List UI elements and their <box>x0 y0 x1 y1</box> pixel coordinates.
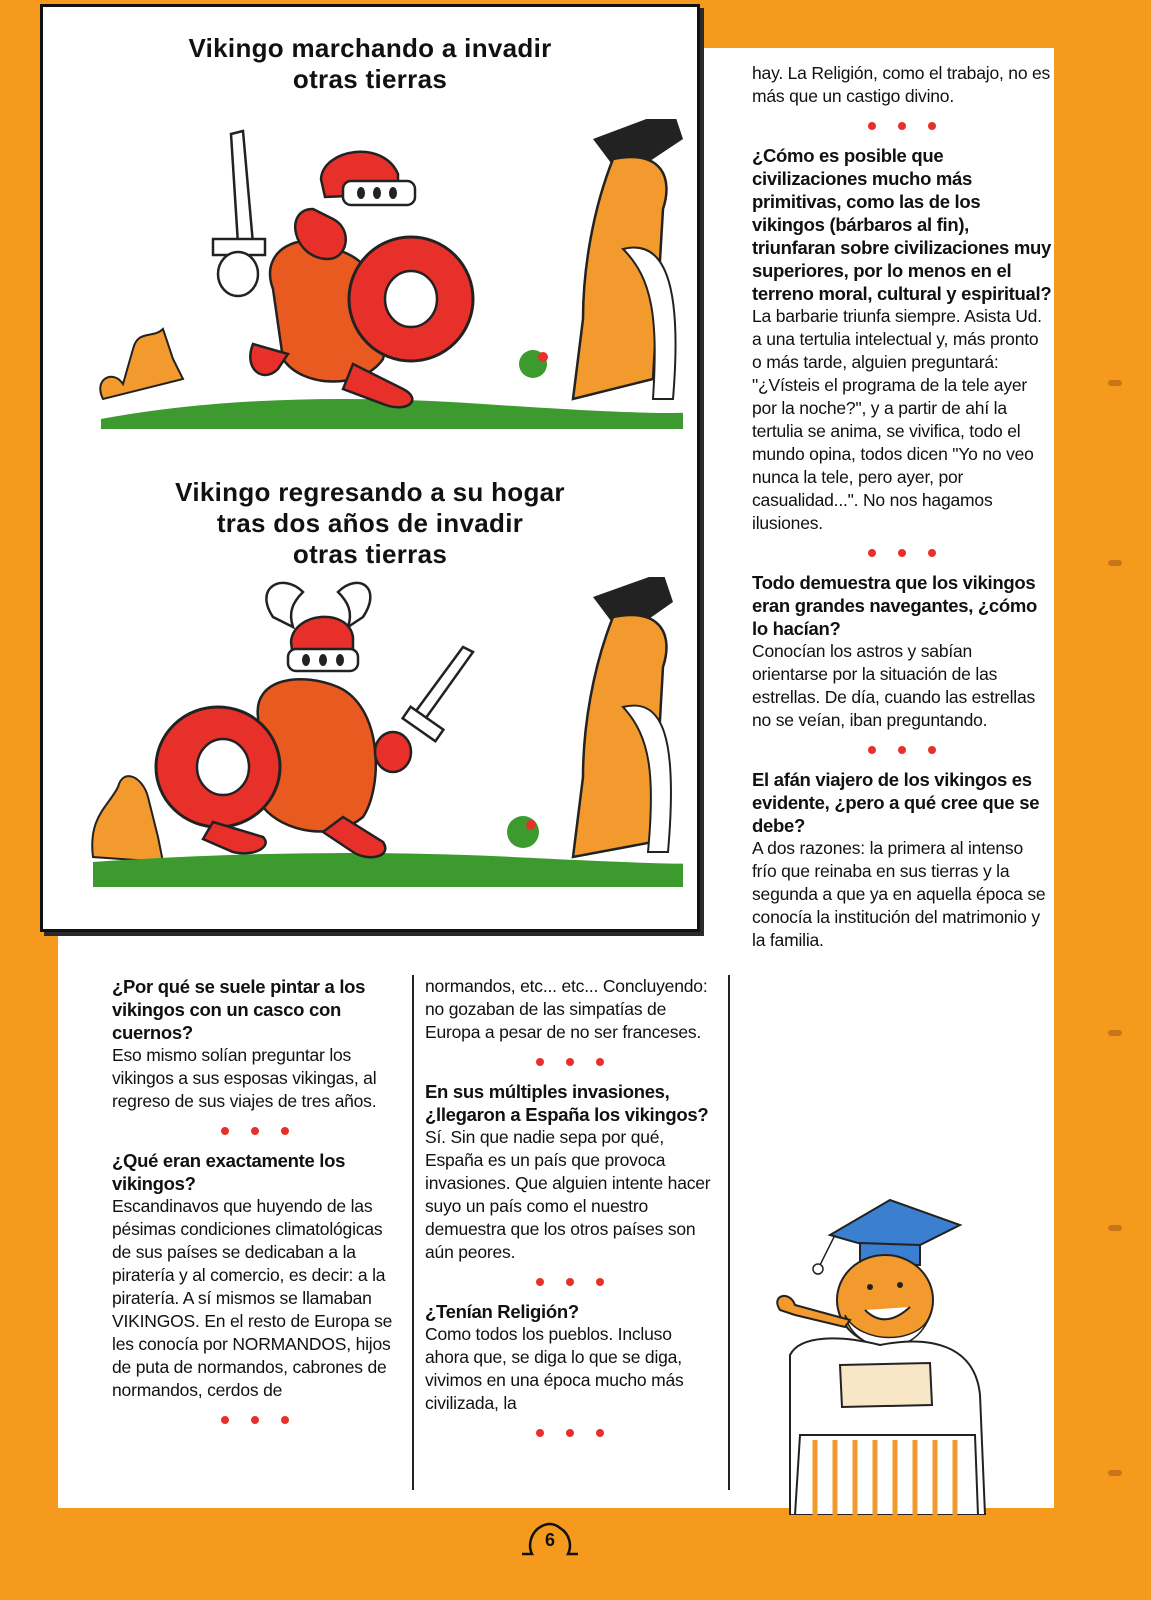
caption-bottom: Vikingo regresando a su hogar tras dos años de invadir otras tierras <box>175 477 565 569</box>
separator <box>425 1278 715 1286</box>
answer: La barbarie triunfa siempre. Asista Ud. a una tertulia intelectual y, más pronto o más tarde, alguien preguntará: "¿Vísteis el programa de la tele ayer por la noche?", y a partir de ahí la tertulia se anima, se vivifica, todo el mundo opina, todos dicen "Yo no veo nunca la tele, pero ayer, por casualidad...". No nos hagamos ilusiones. <box>752 306 1042 533</box>
right-intro: hay. La Religión, como el trabajo, no es más que un castigo divino. <box>752 63 1051 106</box>
question: ¿Cómo es posible que civilizaciones mucho más primitivas, como las de los vikingos (bárbaros al fin), triunfaran sobre civilizaciones muy superiores, por lo menos en el terreno moral, cultural y espiritual? <box>752 145 1052 304</box>
question: ¿Qué eran exactamente los vikingos? <box>112 1150 346 1194</box>
page-number-text: 6 <box>544 1530 555 1550</box>
page-number <box>520 1518 580 1558</box>
separator <box>112 1416 397 1424</box>
separator <box>752 549 1052 557</box>
column-divider <box>728 975 730 1490</box>
middle-intro: normandos, etc... etc... Concluyendo: no gozaban de las simpatías de Europa a pesar de no ser franceses. <box>425 976 708 1042</box>
answer: Eso mismo solían preguntar los vikingos a sus esposas vikingas, al regreso de sus viajes de tres años. <box>112 1045 377 1111</box>
middle-column <box>425 975 715 1451</box>
answer: A dos razones: la primera al intenso frío que reinaba en sus tierras y la segunda a que ya en aquella época se conocía la institución del matrimonio y la familia. <box>752 838 1046 950</box>
answer: Escandinavos que huyendo de las pésimas condiciones climatológicas de sus países se dedicaban a la piratería y al comercio, es decir: a la piratería. A sí mismos se llamaban VIKINGOS. En el resto de Europa se les conocía por NORMANDOS, hijos de puta de normandos, cabrones de normandos, cerdos de <box>112 1196 393 1400</box>
separator <box>752 122 1052 130</box>
right-column <box>752 62 1052 952</box>
answer: Conocían los astros y sabían orientarse por la situación de las estrellas. De día, cuando las estrellas no se veían, iban preguntando. <box>752 641 1036 730</box>
question: ¿Por qué se suele pintar a los vikingos con un casco con cuernos? <box>112 976 366 1043</box>
question: ¿Tenían Religión? <box>425 1301 579 1322</box>
viking-going-illustration <box>63 119 683 429</box>
question: En sus múltiples invasiones, ¿llegaron a España los vikingos? <box>425 1081 709 1125</box>
answer: Sí. Sin que nadie sepa por qué, España es un país que provoca invasiones. Que alguien intente hacer suyo un país como el nuestro demuestra que los otros países son aún peores. <box>425 1127 711 1262</box>
column-divider <box>412 975 414 1490</box>
question: Todo demuestra que los vikingos eran grandes navegantes, ¿cómo lo hacían? <box>752 572 1038 639</box>
question: El afán viajero de los vikingos es evidente, ¿pero a qué cree que se debe? <box>752 769 1040 836</box>
separator <box>425 1058 715 1066</box>
professor-illustration <box>760 1195 1000 1515</box>
separator <box>752 746 1052 754</box>
separator <box>425 1429 715 1437</box>
viking-returning-illustration <box>63 577 683 887</box>
cartoon-panel <box>40 4 700 932</box>
left-column <box>112 975 397 1438</box>
caption-top: Vikingo marchando a invadir otras tierras <box>188 33 552 94</box>
separator <box>112 1127 397 1135</box>
answer: Como todos los pueblos. Incluso ahora que, se diga lo que se diga, vivimos en una época mucho más civilizada, la <box>425 1324 684 1413</box>
